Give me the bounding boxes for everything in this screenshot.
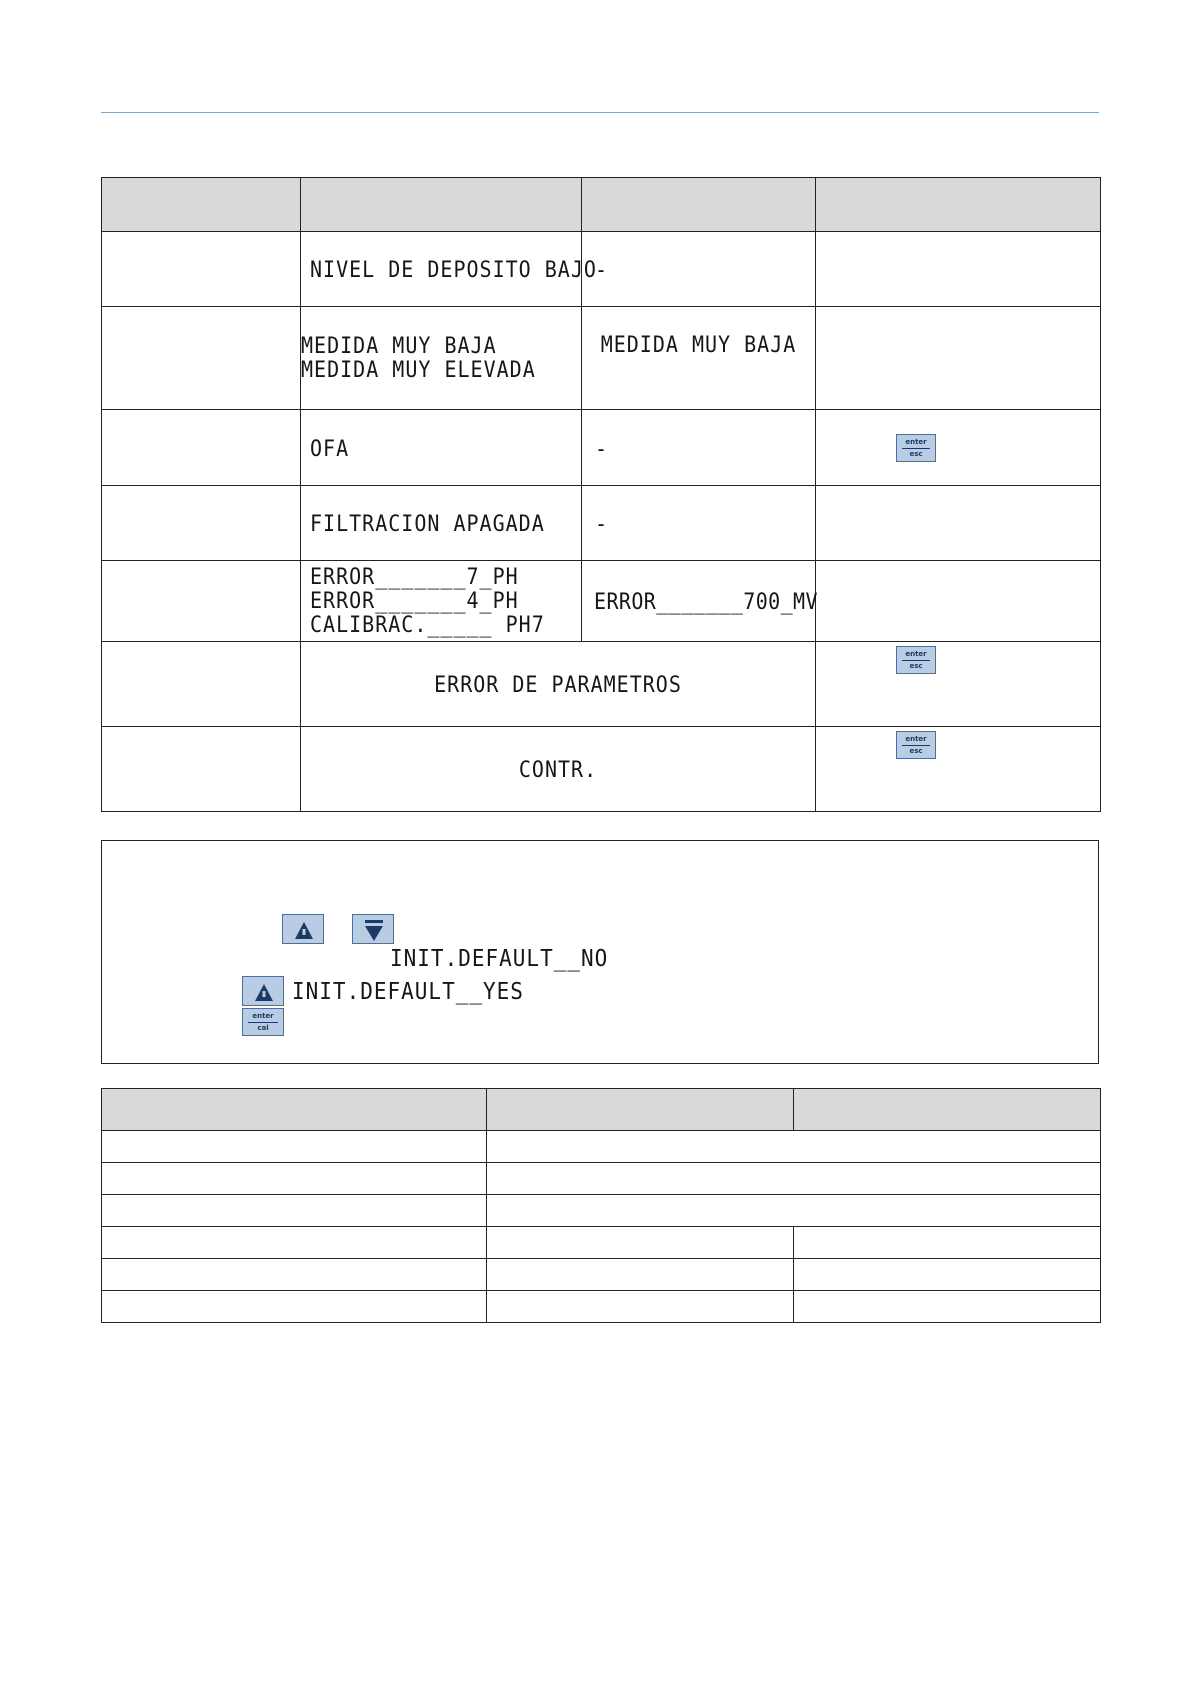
- table-cell: [487, 1131, 1101, 1163]
- table-cell: [102, 410, 301, 486]
- display-text: FILTRACION APAGADA: [310, 509, 545, 537]
- table-header-row: [102, 1089, 1101, 1131]
- display-text: -: [595, 509, 609, 537]
- header-cell: [582, 178, 816, 232]
- table-row: [102, 232, 1101, 307]
- table-cell: [102, 1291, 487, 1323]
- table-cell: [487, 1195, 1101, 1227]
- table-cell: [816, 410, 1101, 486]
- header-cell: [102, 1089, 487, 1131]
- table-cell: [582, 307, 816, 410]
- enter-esc-key-icon: enter esc: [896, 434, 936, 462]
- up-arrow-key-icon: [242, 976, 284, 1006]
- table-row: [102, 1163, 1101, 1195]
- display-text: CALIBRAC._____ PH7: [310, 610, 545, 638]
- display-text: ERROR_______700_MV: [594, 587, 818, 615]
- display-text: ERROR_______7_PH: [310, 562, 519, 590]
- table-cell: [102, 1259, 487, 1291]
- table-row: [102, 1291, 1101, 1323]
- table-cell: [301, 727, 816, 812]
- enter-esc-key-icon: enter esc: [896, 646, 936, 674]
- header-cell: [794, 1089, 1101, 1131]
- table-cell: [794, 1291, 1101, 1323]
- table-cell: [301, 410, 582, 486]
- display-text: OFA: [310, 434, 350, 461]
- table-cell: [816, 307, 1101, 410]
- header-cell: [301, 178, 582, 232]
- table-row: [102, 1259, 1101, 1291]
- display-text: -: [595, 434, 609, 461]
- table-cell: [487, 1227, 794, 1259]
- table-cell: [794, 1227, 1101, 1259]
- table-cell: [102, 642, 301, 727]
- table-row: [102, 1131, 1101, 1163]
- header-cell: [102, 178, 301, 232]
- display-text: CONTR.: [518, 755, 598, 783]
- enter-esc-key-icon: enter esc: [896, 731, 936, 759]
- table-cell: [794, 1259, 1101, 1291]
- down-arrow-key-icon: [352, 914, 394, 944]
- display-text: MEDIDA MUY BAJA: [600, 330, 797, 358]
- table-row: [102, 727, 1101, 812]
- table-cell: [102, 1131, 487, 1163]
- enter-cal-key-icon: enter cal: [242, 1008, 284, 1036]
- table-cell: [102, 1195, 487, 1227]
- display-text: ERROR DE PARAMETROS: [434, 670, 682, 698]
- table-cell: [301, 486, 582, 561]
- settings-table: [101, 1088, 1101, 1323]
- header-cell: [816, 178, 1101, 232]
- alarm-table: [101, 177, 1101, 812]
- table-cell: [487, 1163, 1101, 1195]
- display-text: INIT.DEFAULT__NO: [390, 944, 609, 972]
- table-row: [102, 307, 1101, 410]
- table-cell: [102, 307, 301, 410]
- table-cell: [582, 232, 816, 307]
- table-cell: [582, 410, 816, 486]
- display-text: ERROR_______4_PH: [310, 586, 519, 614]
- table-row: [102, 486, 1101, 561]
- table-cell: [102, 1227, 487, 1259]
- table-row: [102, 410, 1101, 486]
- up-arrow-key-icon: [282, 914, 324, 944]
- reset-instructions-box: [101, 840, 1099, 1064]
- table-cell: [301, 307, 582, 410]
- table-cell: [102, 727, 301, 812]
- table-cell: [301, 642, 816, 727]
- table-cell: [816, 642, 1101, 727]
- header-rule: [101, 112, 1099, 113]
- table-cell: [816, 561, 1101, 642]
- table-header-row: [102, 178, 1101, 232]
- table-cell: [102, 486, 301, 561]
- display-text: MEDIDA MUY BAJA: [301, 331, 497, 359]
- table-cell: [816, 727, 1101, 812]
- table-cell: [816, 232, 1101, 307]
- table-cell: [102, 1163, 487, 1195]
- table-row: [102, 1195, 1101, 1227]
- table-cell: [102, 232, 301, 307]
- table-cell: [102, 561, 301, 642]
- display-text: -: [595, 255, 609, 283]
- table-row: [102, 561, 1101, 642]
- table-row: [102, 642, 1101, 727]
- table-cell: [816, 486, 1101, 561]
- table-cell: [582, 561, 816, 642]
- table-row: [102, 1227, 1101, 1259]
- header-cell: [487, 1089, 794, 1131]
- display-text: INIT.DEFAULT__YES: [292, 977, 524, 1005]
- display-text: NIVEL DE DEPOSITO BAJO: [310, 255, 597, 283]
- table-cell: [582, 486, 816, 561]
- table-cell: [301, 561, 582, 642]
- table-cell: [487, 1291, 794, 1323]
- display-text: MEDIDA MUY ELEVADA: [301, 355, 536, 383]
- table-cell: [487, 1259, 794, 1291]
- table-cell: [301, 232, 597, 307]
